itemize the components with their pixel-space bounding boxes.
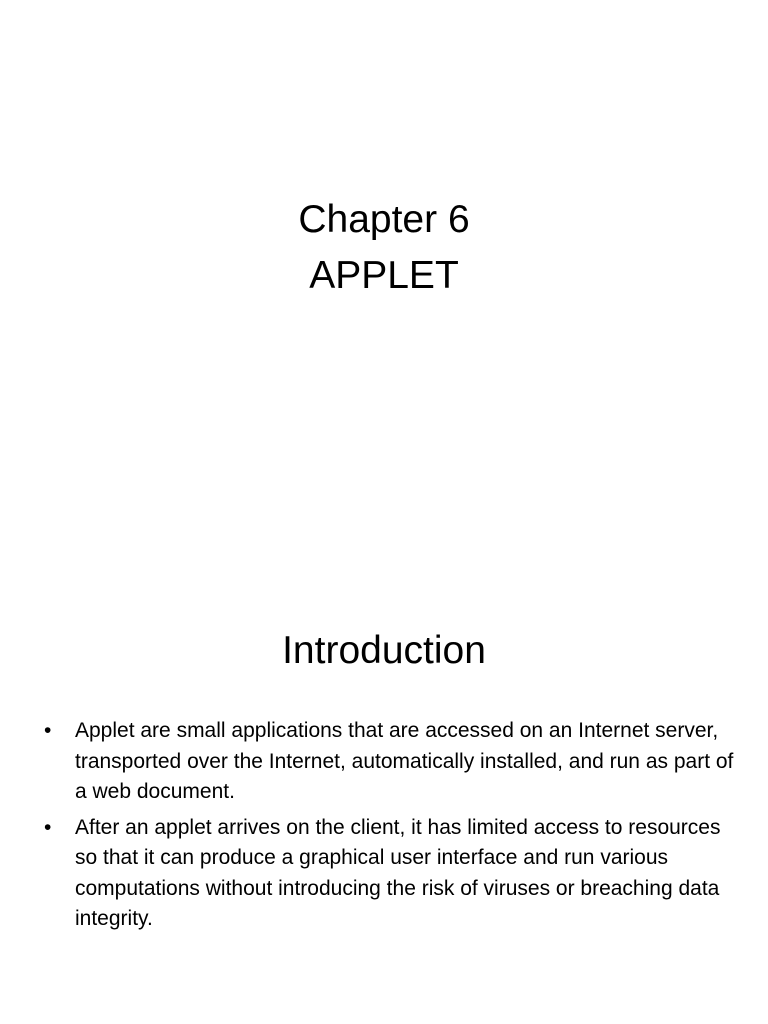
bullet-text: Applet are small applications that are accessed on an Internet server, transported over the Internet, automatically installed, and run as part of a web document. xyxy=(75,719,734,803)
bullet-icon: • xyxy=(44,815,52,839)
chapter-subtitle: APPLET xyxy=(309,254,459,297)
bullet-text: After an applet arrives on the client, it has limited access to resources so that it can produce a graphical user interface and run various computations without introducing the risk of viruses or breaching data integrity. xyxy=(75,815,721,930)
slide-title xyxy=(0,192,768,304)
bullet-item xyxy=(44,716,734,808)
introduction-slide xyxy=(0,576,768,1024)
chapter-title: Chapter 6 xyxy=(298,198,470,241)
introduction-heading: Introduction xyxy=(282,629,486,672)
bullet-list xyxy=(44,716,734,940)
bullet-icon: • xyxy=(44,719,52,742)
bullet-item xyxy=(44,813,734,935)
